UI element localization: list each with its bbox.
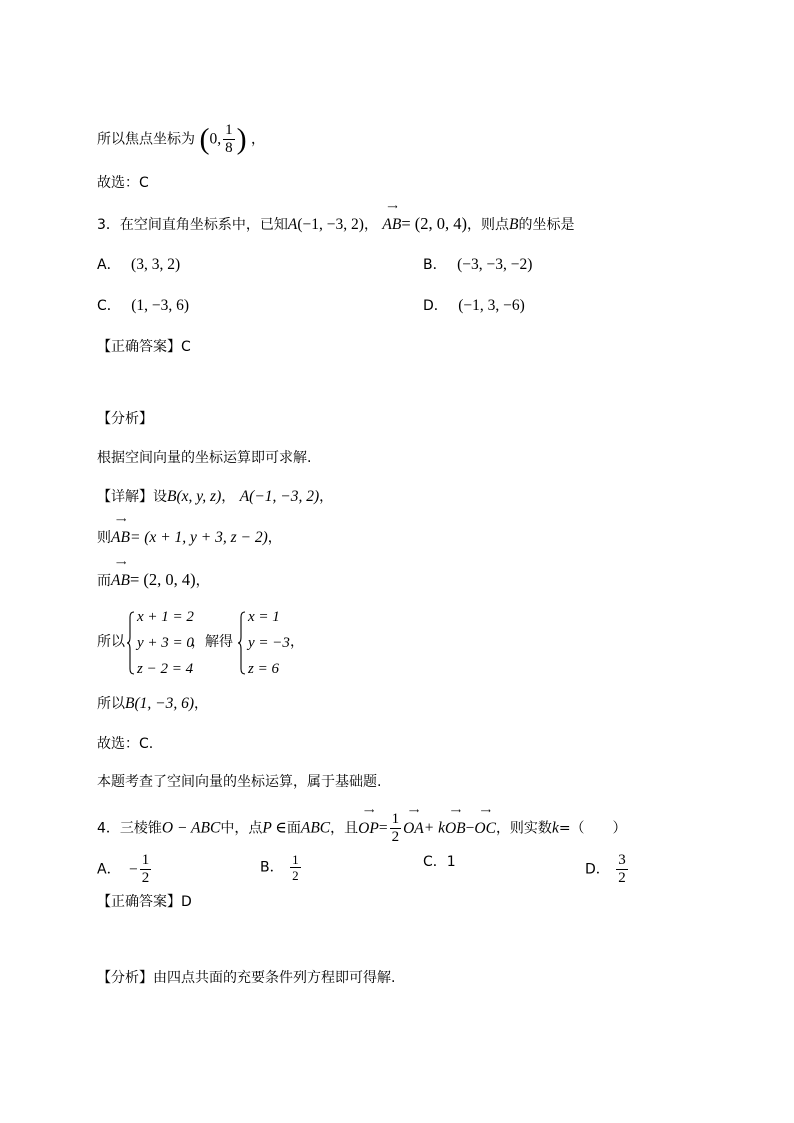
q3-point-a: A (287, 216, 298, 233)
q3-analysis-text: 根据空间向量的坐标运算即可求解. (97, 450, 312, 466)
q3-choice: 故选：C. (97, 736, 154, 752)
q3-point-a-coords: (−1, −3, 2) (297, 216, 364, 233)
q4-half-den: 2 (391, 829, 400, 845)
q3-eq1-tail: ， (267, 530, 282, 546)
q4-pyramid: O − ABC (161, 819, 221, 837)
q3-then: 则 (97, 530, 111, 546)
q4-option-d-num: 3 (618, 852, 626, 868)
q3-summary: 本题考查了空间向量的坐标运算，属于基础题. (97, 774, 382, 790)
q3-system2-row: x = 1 (248, 609, 280, 625)
vector-arrow-icon: ⟶ (408, 806, 418, 815)
q4-option-d-den: 2 (618, 870, 626, 886)
focus-fraction (223, 122, 235, 157)
q3-eq1-vec-label: AB (111, 529, 130, 546)
q3-option-c-value: (1, −3, 6) (131, 297, 190, 314)
q3-point-b: B (509, 216, 519, 233)
q3-option-a (97, 255, 180, 275)
q4-abc: ABC (300, 819, 331, 837)
q3-result: B(1, −3, 6) (125, 695, 195, 712)
vector-arrow-icon: ⟶ (450, 806, 460, 815)
q4-oa: OA (403, 819, 424, 837)
q3-system-1 (137, 604, 194, 682)
q3-option-d-label: D． (423, 298, 448, 314)
q4-stem-c: ，且 (330, 820, 359, 837)
q4-eq: = (378, 819, 388, 837)
q3-system1-row: y + 3 = 0 (137, 635, 194, 651)
q3-system2-row: y = −3 (248, 635, 290, 651)
q4-correct-answer: 【正确答案】D (97, 894, 192, 910)
q4-option-a-num: 1 (141, 852, 150, 868)
vector-arrow-icon: ⟶ (115, 516, 125, 524)
q4-option-c-value: 1 (446, 854, 456, 870)
q4-half-num: 1 (391, 811, 400, 827)
q3-vec-label: AB (382, 216, 402, 233)
left-paren: ( (199, 122, 210, 156)
q4-option-d-label: D． (585, 861, 610, 878)
q4-minus: − (465, 819, 475, 837)
q4-vector-ob (444, 806, 466, 839)
left-brace-icon (127, 611, 135, 675)
q4-option-b-label: B． (260, 859, 284, 876)
q4-option-a-label: A． (97, 861, 121, 878)
q4-option-a (97, 852, 153, 887)
q4-analysis: 【分析】由四点共面的充要条件列方程即可得解. (97, 970, 396, 986)
q3-eq1: = (x + 1, y + 3, z − 2) (129, 529, 268, 546)
q4-stem (97, 806, 627, 846)
q4-plus-k: + k (423, 819, 445, 837)
q3-option-c-label: C． (97, 298, 121, 314)
q4-stem-b: 中，点 (220, 820, 263, 837)
q3-detail-tail: ， (319, 489, 334, 505)
q3-eq2-line (97, 559, 210, 591)
focus-suffix: ， (251, 131, 266, 148)
vector-arrow-icon: ⟶ (115, 559, 125, 567)
q4-vector-op (358, 806, 379, 839)
q4-vector-oc (474, 806, 496, 839)
q4-option-c (423, 852, 456, 872)
q4-stem-a: 4．三棱锥 (97, 820, 162, 837)
q3-system1-row: z − 2 = 4 (137, 661, 194, 677)
q4-op: OP (358, 819, 379, 837)
q3-analysis-title: 【分析】 (97, 411, 153, 427)
q3-stem-b: ，则点 (467, 217, 510, 233)
q4-option-a-sign: − (129, 860, 138, 878)
q3-result-line (97, 694, 208, 714)
q3-result-tail: ， (194, 696, 209, 712)
q4-ob: OB (444, 819, 466, 837)
q4-option-b-den: 2 (292, 868, 299, 883)
q3-vector-ab (382, 203, 402, 235)
focus-line (97, 122, 265, 157)
q3-option-a-value: (3, 3, 2) (131, 256, 181, 273)
q3-option-a-label: A． (97, 257, 121, 273)
q3-detail-line (97, 487, 333, 507)
q4-p: P ∈ (262, 819, 287, 837)
q3-result-prefix: 所以 (97, 696, 125, 712)
q4-option-b-num: 1 (292, 852, 299, 867)
q4-option-c-label: C． (423, 854, 447, 870)
q3-stem-a: 3．在空间直角坐标系中，已知 (97, 217, 288, 233)
vector-arrow-icon: ⟶ (387, 203, 397, 211)
q3-eq2-tail: ， (195, 573, 210, 589)
q3-eq2: = (2, 0, 4) (129, 570, 196, 589)
q4-option-b (260, 852, 303, 883)
left-brace-icon (238, 611, 246, 675)
q3-correct-answer: 【正确答案】C (97, 339, 191, 355)
q3-option-d-value: (−1, 3, −6) (458, 297, 525, 314)
q4-face: 面 (286, 820, 301, 837)
vector-arrow-icon: ⟶ (480, 806, 490, 815)
q3-eq1-vector (111, 516, 130, 548)
q3-system1-row: x + 1 = 2 (137, 609, 194, 625)
q3-option-b-value: (−3, −3, −2) (457, 256, 533, 273)
q3-detail-sep: ， (221, 489, 236, 505)
q4-option-a-fraction (140, 852, 152, 887)
focus-prefix: 所以焦点坐标为 (97, 131, 195, 148)
q3-stem (97, 203, 575, 235)
q4-stem-d: ，则实数 (495, 820, 552, 837)
q3-detail-b-point: B(x, y, z) (167, 488, 222, 505)
q3-vec-value: = (2, 0, 4) (401, 214, 468, 233)
q4-option-b-fraction (290, 852, 301, 883)
focus-denominator: 8 (225, 140, 233, 156)
q4-stem-e: =（ ） (558, 820, 627, 837)
q4-option-a-den: 2 (141, 870, 150, 886)
q3-eq2-vec-label: AB (111, 572, 130, 589)
q4-k: k (551, 819, 559, 837)
q3-solve: ，解得 (191, 634, 233, 650)
right-paren: ) (236, 122, 247, 156)
q4-half (390, 811, 402, 846)
q3-detail-title: 【详解】设 (97, 489, 167, 505)
q3-sys-tail: ， (290, 634, 304, 650)
q4-option-d (585, 852, 630, 887)
q4-oc: OC (474, 819, 496, 837)
q3-stem-c: 的坐标是 (518, 217, 575, 233)
answer-choice-1: 故选：C (97, 175, 149, 191)
q3-system-2 (248, 604, 290, 682)
vector-arrow-icon: ⟶ (363, 806, 374, 815)
q4-option-d-fraction (616, 852, 628, 887)
focus-numerator: 1 (225, 122, 233, 138)
q3-option-b-label: B． (423, 257, 447, 273)
q3-system2-row: z = 6 (248, 661, 279, 677)
q3-detail-a-point: A(−1, −3, 2) (239, 488, 320, 505)
q3-option-c (97, 296, 189, 316)
q3-sep: ， (363, 217, 378, 233)
q3-and: 而 (97, 573, 111, 589)
q3-eq2-vector (111, 559, 130, 591)
focus-zero: 0, (209, 130, 222, 148)
q4-vector-oa (403, 806, 424, 839)
q3-so: 所以 (97, 634, 125, 650)
q3-option-b (423, 255, 532, 275)
q3-option-d (423, 296, 525, 316)
q3-eq1-line (97, 516, 282, 548)
